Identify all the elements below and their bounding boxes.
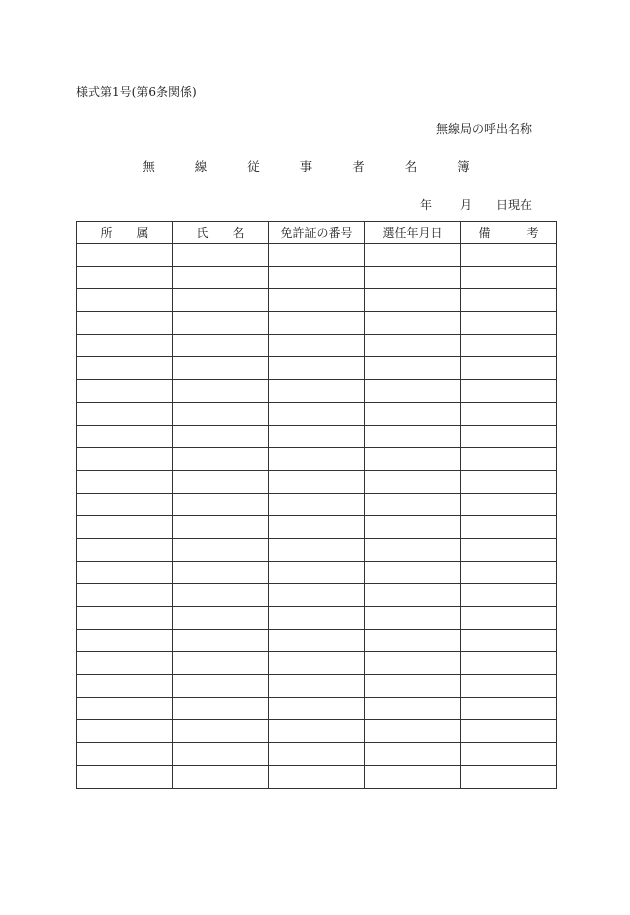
- table-row: [77, 516, 557, 539]
- radio-operator-roster-table: [76, 221, 557, 789]
- appointment-date-cell: [365, 402, 461, 425]
- appointment-date-cell: [365, 538, 461, 561]
- license-number-cell: [269, 697, 365, 720]
- table-row: [77, 607, 557, 630]
- remarks-cell: [461, 584, 557, 607]
- appointment-date-cell: [365, 312, 461, 335]
- header-affiliation: 所 属: [77, 222, 173, 244]
- remarks-cell: [461, 561, 557, 584]
- document-title: 無 線 従 事 者 名 簿: [142, 159, 488, 174]
- affiliation-cell: [77, 584, 173, 607]
- affiliation-cell: [77, 538, 173, 561]
- table-row: [77, 357, 557, 380]
- license-number-cell: [269, 652, 365, 675]
- name-cell: [173, 652, 269, 675]
- affiliation-cell: [77, 448, 173, 471]
- license-number-cell: [269, 470, 365, 493]
- call-sign-label: 無線局の呼出名称: [435, 122, 532, 136]
- header-license-number: 免許証の番号: [269, 222, 365, 244]
- license-number-cell: [269, 743, 365, 766]
- as-of-date: [420, 197, 532, 213]
- table-row: [77, 402, 557, 425]
- name-cell: [173, 675, 269, 698]
- name-cell: [173, 538, 269, 561]
- license-number-cell: [269, 402, 365, 425]
- table-row: [77, 538, 557, 561]
- affiliation-cell: [77, 289, 173, 312]
- table-row: [77, 312, 557, 335]
- table-row: [77, 743, 557, 766]
- name-cell: [173, 289, 269, 312]
- name-cell: [173, 561, 269, 584]
- table-body: [77, 244, 557, 789]
- license-number-cell: [269, 607, 365, 630]
- license-number-cell: [269, 629, 365, 652]
- remarks-cell: [461, 448, 557, 471]
- table-row: [77, 720, 557, 743]
- license-number-cell: [269, 675, 365, 698]
- license-number-cell: [269, 720, 365, 743]
- name-cell: [173, 380, 269, 403]
- name-cell: [173, 584, 269, 607]
- license-number-cell: [269, 561, 365, 584]
- remarks-cell: [461, 697, 557, 720]
- appointment-date-cell: [365, 266, 461, 289]
- appointment-date-cell: [365, 765, 461, 788]
- affiliation-cell: [77, 675, 173, 698]
- table-row: [77, 244, 557, 267]
- affiliation-cell: [77, 561, 173, 584]
- remarks-cell: [461, 765, 557, 788]
- appointment-date-cell: [365, 629, 461, 652]
- license-number-cell: [269, 584, 365, 607]
- table-row: [77, 675, 557, 698]
- affiliation-cell: [77, 470, 173, 493]
- appointment-date-cell: [365, 584, 461, 607]
- name-cell: [173, 493, 269, 516]
- affiliation-cell: [77, 652, 173, 675]
- affiliation-cell: [77, 244, 173, 267]
- affiliation-cell: [77, 743, 173, 766]
- table-row: [77, 629, 557, 652]
- license-number-cell: [269, 765, 365, 788]
- name-cell: [173, 697, 269, 720]
- name-cell: [173, 516, 269, 539]
- appointment-date-cell: [365, 743, 461, 766]
- appointment-date-cell: [365, 561, 461, 584]
- table-row: [77, 697, 557, 720]
- table-row: [77, 289, 557, 312]
- affiliation-cell: [77, 720, 173, 743]
- table-row: [77, 266, 557, 289]
- license-number-cell: [269, 244, 365, 267]
- header-remarks: 備 考: [461, 222, 557, 244]
- remarks-cell: [461, 380, 557, 403]
- license-number-cell: [269, 448, 365, 471]
- appointment-date-cell: [365, 334, 461, 357]
- table-row: [77, 380, 557, 403]
- appointment-date-cell: [365, 425, 461, 448]
- name-cell: [173, 448, 269, 471]
- remarks-cell: [461, 516, 557, 539]
- remarks-cell: [461, 266, 557, 289]
- license-number-cell: [269, 538, 365, 561]
- remarks-cell: [461, 675, 557, 698]
- license-number-cell: [269, 516, 365, 539]
- affiliation-cell: [77, 516, 173, 539]
- license-number-cell: [269, 312, 365, 335]
- remarks-cell: [461, 334, 557, 357]
- name-cell: [173, 765, 269, 788]
- license-number-cell: [269, 425, 365, 448]
- as-of-year-label: 年: [419, 198, 432, 212]
- table-header-row: [77, 222, 557, 244]
- table-row: [77, 765, 557, 788]
- license-number-cell: [269, 266, 365, 289]
- affiliation-cell: [77, 380, 173, 403]
- name-cell: [173, 357, 269, 380]
- affiliation-cell: [77, 765, 173, 788]
- remarks-cell: [461, 312, 557, 335]
- table-row: [77, 584, 557, 607]
- appointment-date-cell: [365, 244, 461, 267]
- affiliation-cell: [77, 402, 173, 425]
- table-row: [77, 470, 557, 493]
- license-number-cell: [269, 357, 365, 380]
- name-cell: [173, 743, 269, 766]
- remarks-cell: [461, 607, 557, 630]
- remarks-cell: [461, 470, 557, 493]
- appointment-date-cell: [365, 493, 461, 516]
- remarks-cell: [461, 402, 557, 425]
- license-number-cell: [269, 334, 365, 357]
- name-cell: [173, 402, 269, 425]
- name-cell: [173, 312, 269, 335]
- affiliation-cell: [77, 357, 173, 380]
- form-number: 様式第1号(第6条関係): [76, 85, 197, 99]
- appointment-date-cell: [365, 516, 461, 539]
- header-appointment-date: 選任年月日: [365, 222, 461, 244]
- appointment-date-cell: [365, 607, 461, 630]
- license-number-cell: [269, 289, 365, 312]
- name-cell: [173, 425, 269, 448]
- affiliation-cell: [77, 425, 173, 448]
- name-cell: [173, 629, 269, 652]
- license-number-cell: [269, 380, 365, 403]
- name-cell: [173, 334, 269, 357]
- remarks-cell: [461, 720, 557, 743]
- affiliation-cell: [77, 607, 173, 630]
- as-of-month-label: 月: [459, 198, 472, 212]
- table-row: [77, 652, 557, 675]
- appointment-date-cell: [365, 652, 461, 675]
- affiliation-cell: [77, 493, 173, 516]
- appointment-date-cell: [365, 380, 461, 403]
- affiliation-cell: [77, 697, 173, 720]
- remarks-cell: [461, 244, 557, 267]
- name-cell: [173, 720, 269, 743]
- affiliation-cell: [77, 312, 173, 335]
- remarks-cell: [461, 652, 557, 675]
- appointment-date-cell: [365, 720, 461, 743]
- appointment-date-cell: [365, 448, 461, 471]
- table-row: [77, 334, 557, 357]
- table-row: [77, 425, 557, 448]
- license-number-cell: [269, 493, 365, 516]
- remarks-cell: [461, 629, 557, 652]
- name-cell: [173, 244, 269, 267]
- as-of-day-label: 日現在: [495, 198, 532, 212]
- remarks-cell: [461, 538, 557, 561]
- appointment-date-cell: [365, 357, 461, 380]
- remarks-cell: [461, 425, 557, 448]
- remarks-cell: [461, 493, 557, 516]
- affiliation-cell: [77, 334, 173, 357]
- name-cell: [173, 470, 269, 493]
- affiliation-cell: [77, 266, 173, 289]
- remarks-cell: [461, 289, 557, 312]
- appointment-date-cell: [365, 697, 461, 720]
- name-cell: [173, 266, 269, 289]
- table-row: [77, 493, 557, 516]
- remarks-cell: [461, 357, 557, 380]
- appointment-date-cell: [365, 289, 461, 312]
- table-row: [77, 561, 557, 584]
- header-name: 氏 名: [173, 222, 269, 244]
- table-row: [77, 448, 557, 471]
- name-cell: [173, 607, 269, 630]
- appointment-date-cell: [365, 675, 461, 698]
- appointment-date-cell: [365, 470, 461, 493]
- affiliation-cell: [77, 629, 173, 652]
- remarks-cell: [461, 743, 557, 766]
